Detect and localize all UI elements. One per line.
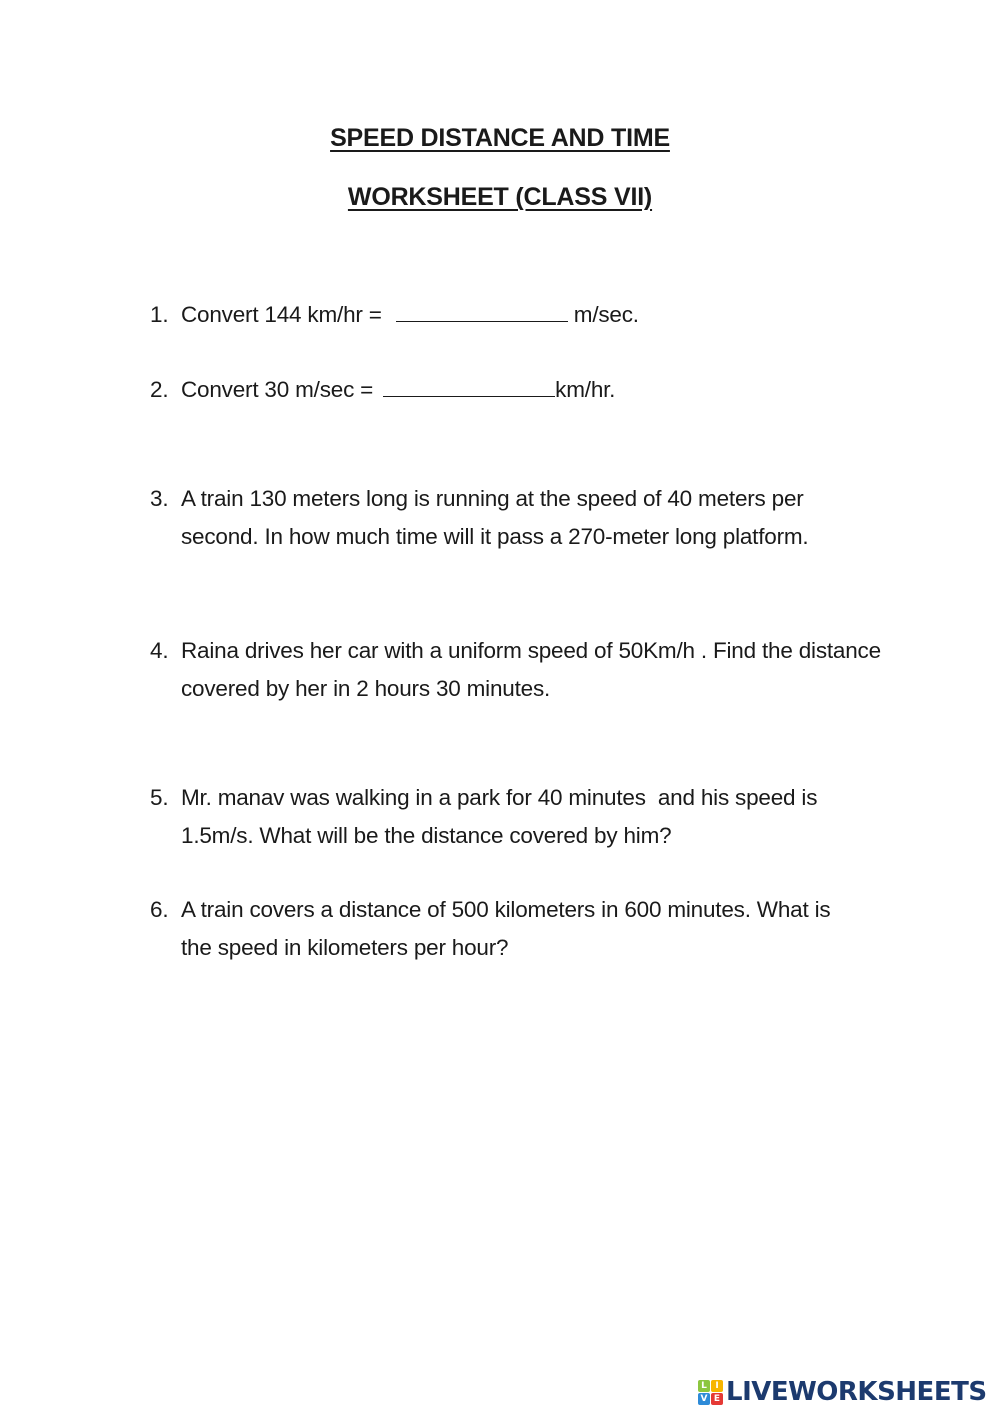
live-tiles-icon (698, 1380, 723, 1405)
worksheet-title: SPEED DISTANCE AND TIME (330, 124, 670, 152)
liveworksheets-logo[interactable] (698, 1377, 987, 1407)
question-2 (150, 371, 880, 409)
logo-tile: I (711, 1380, 723, 1392)
logo-text: LIVEWORKSHEETS (726, 1377, 987, 1407)
worksheet-subtitle: WORKSHEET (CLASS VII) (347, 183, 653, 211)
question-text: Mr. manav was walking in a park for 40 minutes and his speed is 1.5m/s. What will be the distance covered by him? (181, 785, 824, 848)
question-text: Raina drives her car with a uniform speed of 50Km/h . Find the distance covered by her in 2 hours 30 minutes. (181, 638, 881, 701)
question-text: Convert 144 km/hr = (181, 302, 388, 327)
question-number: 4. (150, 638, 169, 663)
question-4 (150, 632, 880, 707)
question-number: 6. (150, 897, 169, 922)
question-text: A train covers a distance of 500 kilometers in 600 minutes. What is the speed in kilometers per hour? (181, 897, 831, 960)
question-unit: km/hr. (555, 377, 616, 402)
logo-tile: L (698, 1380, 710, 1392)
question-number: 3. (150, 486, 169, 511)
question-number: 5. (150, 785, 169, 810)
question-unit: m/sec. (567, 302, 639, 327)
question-text: A train 130 meters long is running at the speed of 40 meters per second. In how much time will it pass a 270-meter long platform. (181, 486, 809, 549)
question-5 (150, 779, 880, 854)
answer-blank[interactable] (383, 376, 555, 397)
question-1 (150, 296, 880, 334)
answer-blank[interactable] (396, 301, 568, 322)
question-3 (150, 480, 880, 555)
question-6 (150, 891, 880, 966)
logo-tile: V (698, 1393, 710, 1405)
question-text: Convert 30 m/sec = (181, 377, 380, 402)
question-number: 1. (150, 302, 169, 327)
question-number: 2. (150, 377, 169, 402)
logo-tile: E (711, 1393, 723, 1405)
